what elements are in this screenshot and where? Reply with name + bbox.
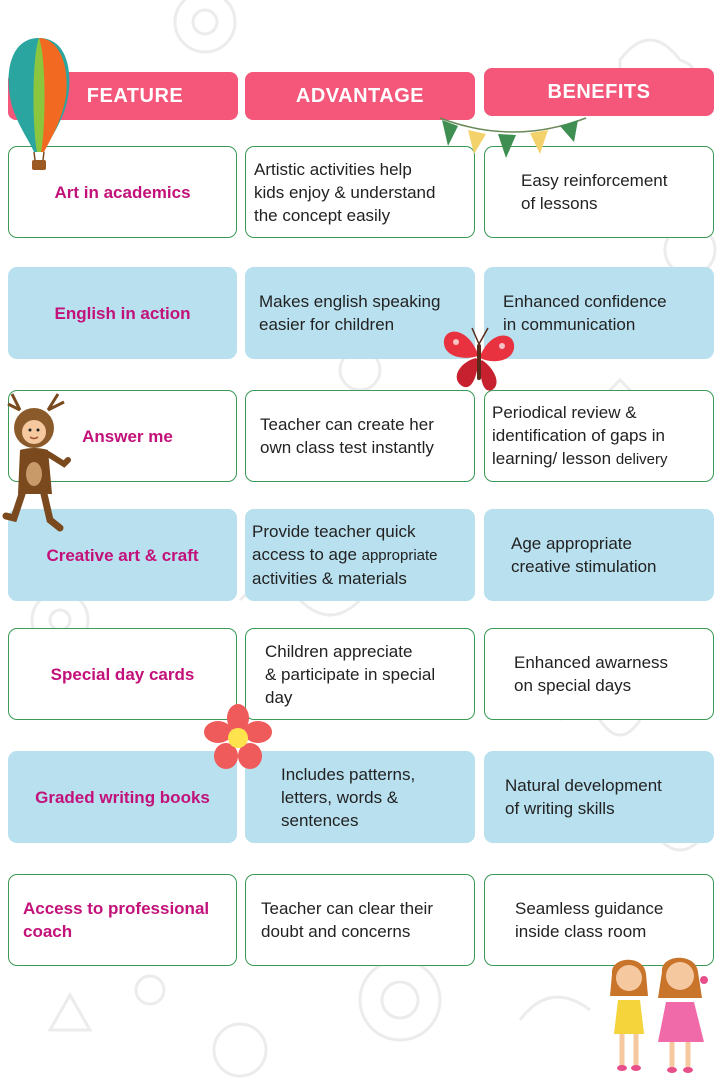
row-3-advantage-line-3: activities & materials [252, 569, 407, 588]
row-1-advantage-line-2: easier for children [259, 315, 395, 334]
deer-costume-kid-icon [2, 390, 78, 538]
row-5-advantage [245, 751, 475, 843]
row-1-feature [8, 267, 237, 359]
row-3-benefit-line-2: creative stimulation [511, 557, 657, 576]
row-4-feature-label: Special day cards [50, 664, 195, 684]
row-6-advantage-line-2: doubt and concerns [261, 922, 411, 941]
row-2-benefit-line-1: Periodical review & [492, 403, 637, 422]
row-1-advantage-line-1: Makes english speaking [259, 292, 441, 311]
row-6-benefit-line-2: inside class room [515, 922, 647, 941]
row-0-feature-label: Art in academics [54, 182, 191, 202]
row-5-advantage-line-1: Includes patterns, [281, 764, 416, 784]
row-2-benefit [484, 390, 714, 482]
header-advantage-label: ADVANTAGE [295, 84, 425, 107]
row-3-advantage-line-2-small: appropriate [361, 547, 438, 564]
row-0-advantage-line-3: the concept easily [254, 205, 391, 225]
flower-icon [204, 704, 272, 772]
row-2-benefit-line-3-small: delivery [615, 451, 668, 468]
row-1-feature-label: English in action [54, 303, 191, 323]
row-0-benefit-line-2: of lessons [521, 194, 598, 213]
row-6-advantage [245, 874, 475, 966]
row-4-feature [8, 628, 237, 720]
row-6-feature [8, 874, 237, 966]
row-0-benefit-line-1: Easy reinforcement [521, 171, 668, 190]
row-1-benefit-line-1: Enhanced confidence [503, 292, 667, 311]
row-5-benefit-line-1: Natural development [505, 776, 662, 795]
row-0-advantage-line-2: kids enjoy & understand [254, 182, 436, 202]
header-feature-label: FEATURE [86, 84, 184, 107]
row-4-advantage-line-3: day [265, 687, 293, 707]
row-5-advantage-line-2: letters, words & [281, 787, 399, 807]
row-2-advantage [245, 390, 475, 482]
butterfly-icon [436, 314, 522, 398]
row-3-advantage-line-1: Provide teacher quick [252, 522, 416, 541]
two-girls-icon [600, 950, 718, 1076]
row-2-benefit-line-3: learning/ lesson [492, 449, 616, 468]
bunting-flags-icon [438, 112, 588, 164]
row-4-advantage-line-2: & participate in special [265, 664, 436, 684]
row-2-benefit-line-2: identification of gaps in [492, 426, 665, 445]
row-3-benefit-line-1: Age appropriate [511, 534, 632, 553]
row-5-feature [8, 751, 237, 843]
row-6-advantage-line-1: Teacher can clear their [261, 899, 433, 918]
row-5-benefit [484, 751, 714, 843]
row-4-advantage-line-1: Children appreciate [265, 641, 413, 661]
row-6-feature-line-2: coach [23, 922, 73, 941]
row-5-benefit-line-2: of writing skills [505, 799, 615, 818]
row-5-advantage-line-3: sentences [281, 810, 359, 830]
row-4-benefit-line-1: Enhanced awarness [514, 653, 669, 672]
row-2-feature-label: Answer me [82, 426, 173, 446]
row-3-advantage-line-2: access to age [252, 545, 362, 564]
row-1-benefit-line-2: in communication [503, 315, 636, 334]
hot-air-balloon-icon [4, 36, 74, 172]
row-3-advantage [245, 509, 475, 601]
header-benefits-label: BENEFITS [547, 80, 651, 103]
row-0-advantage-line-1: Artistic activities help [254, 159, 412, 179]
row-4-advantage [245, 628, 475, 720]
row-2-advantage-line-2: own class test instantly [260, 438, 434, 457]
row-3-feature-label: Creative art & craft [46, 545, 199, 565]
row-6-feature-line-1: Access to professional [23, 899, 210, 918]
row-4-benefit [484, 628, 714, 720]
row-6-benefit-line-1: Seamless guidance [515, 899, 664, 918]
header-benefits [484, 68, 714, 116]
row-5-feature-label: Graded writing books [35, 787, 210, 807]
row-4-benefit-line-2: on special days [514, 676, 632, 695]
row-2-advantage-line-1: Teacher can create her [260, 415, 434, 434]
row-3-benefit [484, 509, 714, 601]
